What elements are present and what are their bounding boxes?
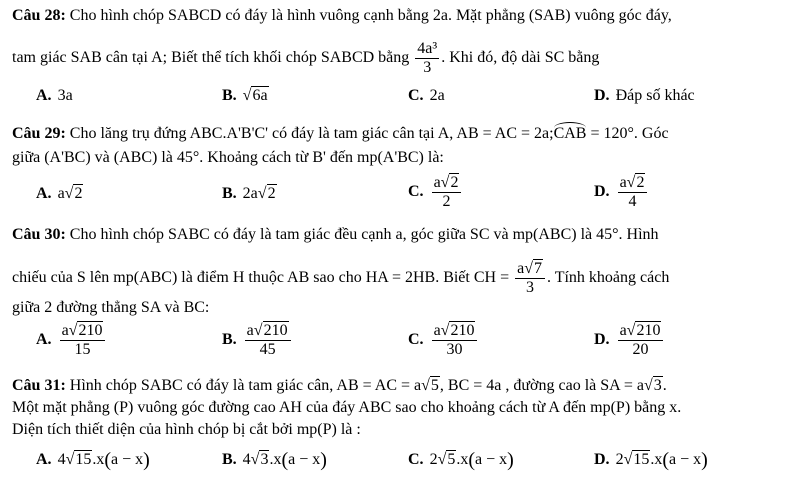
q31-d-close: ): [701, 449, 708, 471]
q30-a-fraction: [60, 322, 106, 359]
q29-c-radicand: 2: [450, 174, 459, 191]
q30-b-coef: a: [246, 322, 254, 339]
q29-text1: Cho lăng trụ đứng ABC.A'B'C' có đáy là tam giác cân tại A,: [69, 125, 454, 142]
q31-ab: AB = AC = a: [336, 377, 422, 394]
q30-line1: [12, 225, 659, 245]
q30-a-coef: a: [61, 322, 69, 339]
q30-d-den: 20: [632, 341, 649, 358]
q28-b-radicand: 6a: [252, 87, 268, 104]
q28-b-label: B.: [222, 87, 237, 104]
q31-d-open: (: [662, 449, 670, 471]
q31-b-open: (: [281, 449, 289, 471]
q31-a-radicand: 15: [75, 451, 92, 468]
q29-c-label: C.: [408, 183, 424, 201]
q29-text2: giữa (A'BC) và (ABC) là 45°. Khoảng cách từ B' đến mp(A'BC) là:: [12, 149, 444, 166]
q28-text2: tam giác SAB cân tại A; Biết thể tích khối chóp SABCD bằng: [12, 49, 410, 67]
q30-b-den: 45: [259, 341, 276, 358]
q31-b-sqrt: √3: [250, 451, 269, 468]
q29-d-fraction: [618, 174, 648, 211]
q31-b-close: ): [320, 449, 327, 471]
q28-option-b[interactable]: [222, 86, 269, 106]
q28-option-c[interactable]: [408, 86, 445, 106]
q29-d-radicand: 2: [636, 174, 645, 191]
q30-c-sqrt: √210: [440, 322, 475, 339]
q28-text1: Cho hình chóp SABCD có đáy là hình vuông cạnh bằng 2a. Mặt phẳng (SAB) vuông góc đáy,: [69, 7, 672, 24]
q30-a-radicand: 210: [78, 322, 103, 339]
q29-text-goc: . Góc: [633, 125, 669, 142]
q31-ab-sqrt: √5: [421, 377, 439, 394]
q28-b-sqrt: √6a: [242, 87, 268, 104]
q31-bc: , BC = 4a , đường cao là SA = a: [439, 377, 644, 394]
q30-d-label: D.: [594, 331, 610, 349]
q31-c-body: a − x: [475, 451, 508, 468]
q31-d-label: D.: [594, 451, 610, 468]
q30-c-coef: a: [433, 322, 441, 339]
q30-a-label: A.: [36, 331, 52, 349]
q31-b-label: B.: [222, 451, 237, 468]
q31-a-body: a − x: [111, 451, 144, 468]
q29-b-sqrt: √2: [257, 185, 276, 202]
q31-d-sqrt: √15: [623, 451, 650, 468]
q31-d-radicand: 15: [633, 451, 650, 468]
q30-line2: [12, 260, 669, 297]
q31-c-sqrt: √5: [437, 451, 456, 468]
q28-a-label: A.: [36, 87, 52, 104]
q31-sa-sqrt: √3: [643, 377, 662, 394]
q29-c-sqrt: √2: [440, 174, 459, 191]
q30-text2: chiếu của S lên mp(ABC) là điểm H thuộc AB sao cho HA = 2HB. Biết CH =: [12, 269, 510, 287]
q29-b-radicand: 2: [267, 185, 276, 202]
q31-dot: .: [662, 377, 667, 394]
q29-a-sqrt: √2: [64, 185, 83, 202]
q28-line1: [12, 6, 672, 26]
q31-d-coef: 2: [615, 451, 624, 468]
q31-b-coef: 4: [242, 451, 251, 468]
q30-label: Câu 30:: [12, 226, 66, 243]
q28-vol-num: 4a³: [417, 40, 438, 57]
q29-option-b[interactable]: [222, 184, 277, 204]
q29-c-den: 2: [442, 193, 451, 210]
q29-a-radicand: 2: [74, 185, 83, 202]
q30-b-radicand: 210: [263, 322, 288, 339]
q29-d-den: 4: [628, 193, 637, 210]
q30-d-sqrt: √210: [626, 322, 661, 339]
q31-line1: [12, 376, 667, 396]
q31-c-coef: 2: [429, 451, 438, 468]
q30-b-label: B.: [222, 331, 237, 349]
q29-line1: [12, 122, 669, 144]
q31-a-sqrt: √15: [65, 451, 92, 468]
q29-option-a[interactable]: [36, 184, 83, 204]
q30-text1: Cho hình chóp SABC có đáy là tam giác đều cạnh a, góc giữa SC và mp(ABC) là 45°. Hình: [69, 226, 659, 243]
q29-c-num-coef: a: [433, 174, 441, 191]
q28-a-value: 3a: [57, 87, 73, 104]
q30-text3: . Tính khoảng cách: [547, 269, 670, 287]
q31-ab-radicand: 5: [430, 377, 439, 394]
q30-d-coef: a: [619, 322, 627, 339]
q31-option-b[interactable]: [222, 450, 327, 470]
q30-line3: [12, 298, 209, 318]
q29-label: Câu 29:: [12, 125, 66, 142]
q31-b-radicand: 3: [260, 451, 269, 468]
q29-b-coef: 2a: [242, 185, 258, 202]
q29-d-sqrt: √2: [626, 174, 645, 191]
q28-line2: [12, 40, 599, 77]
q31-c-close: ): [507, 449, 514, 471]
q31-option-a[interactable]: [36, 450, 150, 470]
q31-option-d[interactable]: [594, 450, 708, 470]
q30-c-den: 30: [446, 341, 463, 358]
q28-option-a[interactable]: [36, 86, 73, 106]
q31-text1a: Hình chóp SABC có đáy là tam giác cân,: [69, 377, 334, 394]
q31-a-coef: 4: [57, 451, 66, 468]
q29-a-label: A.: [36, 185, 52, 202]
q29-line2: [12, 148, 444, 168]
q30-c-fraction: [432, 322, 478, 359]
q31-option-c[interactable]: [408, 450, 514, 470]
q28-text3: . Khi đó, độ dài SC bằng: [441, 49, 600, 67]
q28-vol-den: 3: [423, 59, 432, 76]
q31-c-x: .x: [456, 451, 469, 468]
q28-volume-fraction: [415, 40, 439, 77]
q30-a-den: 15: [74, 341, 91, 358]
q31-label: Câu 31:: [12, 377, 66, 394]
q31-c-label: C.: [408, 451, 424, 468]
q29-c-fraction: [432, 174, 462, 211]
q29-d-num-coef: a: [619, 174, 627, 191]
q30-c-radicand: 210: [450, 322, 475, 339]
q31-a-x: .x: [92, 451, 105, 468]
q28-label: Câu 28:: [12, 7, 66, 24]
q30-d-fraction: [618, 322, 664, 359]
q28-d-label: D.: [594, 87, 610, 104]
q31-c-open: (: [468, 449, 476, 471]
q30-option-d[interactable]: [594, 322, 665, 359]
q29-a-coef: a: [57, 185, 65, 202]
q30-text4: giữa 2 đường thẳng SA và BC:: [12, 299, 210, 316]
q31-sa-radicand: 3: [653, 377, 662, 394]
q29-option-c[interactable]: [408, 174, 463, 211]
q29-cond1: AB = AC = 2a;: [456, 125, 554, 142]
q28-c-value: 2a: [429, 87, 445, 104]
q30-ch-coef: a: [517, 260, 525, 277]
q29-d-label: D.: [594, 183, 610, 201]
q31-text3: Diện tích thiết diện của hình chóp bị cắt bởi mp(P) là :: [12, 421, 361, 438]
q30-b-sqrt: √210: [253, 322, 288, 339]
q30-c-label: C.: [408, 331, 424, 349]
q30-ch-sqrt: √7: [524, 260, 542, 277]
q29-angle: CAB: [554, 122, 587, 144]
q28-d-value: Đáp số khác: [615, 87, 695, 104]
q28-option-d[interactable]: [594, 86, 695, 106]
q30-ch-den: 3: [526, 279, 535, 296]
q30-d-radicand: 210: [636, 322, 661, 339]
q30-option-b[interactable]: [222, 322, 293, 359]
q31-a-open: (: [104, 449, 112, 471]
q31-line2: [12, 398, 681, 418]
q30-ch-fraction: [515, 260, 545, 297]
q31-text2: Một mặt phẳng (P) vuông góc đường cao AH của đáy ABC sao cho khoảng cách từ A đến mp(P) bằng x.: [12, 399, 682, 416]
q31-a-close: ): [143, 449, 150, 471]
q30-b-fraction: [245, 322, 291, 359]
q31-d-x: .x: [650, 451, 663, 468]
q30-option-a[interactable]: [36, 322, 107, 359]
q29-option-d[interactable]: [594, 174, 649, 211]
q31-b-x: .x: [269, 451, 282, 468]
q29-cond2: = 120°: [590, 125, 634, 142]
q31-b-body: a − x: [288, 451, 321, 468]
q30-ch-radicand: 7: [534, 260, 542, 277]
q30-a-sqrt: √210: [68, 322, 103, 339]
q31-d-body: a − x: [669, 451, 702, 468]
q31-c-radicand: 5: [447, 451, 456, 468]
q31-a-label: A.: [36, 451, 52, 468]
q28-c-label: C.: [408, 87, 424, 104]
q30-option-c[interactable]: [408, 322, 479, 359]
q29-b-label: B.: [222, 185, 237, 202]
q31-line3: [12, 420, 361, 440]
